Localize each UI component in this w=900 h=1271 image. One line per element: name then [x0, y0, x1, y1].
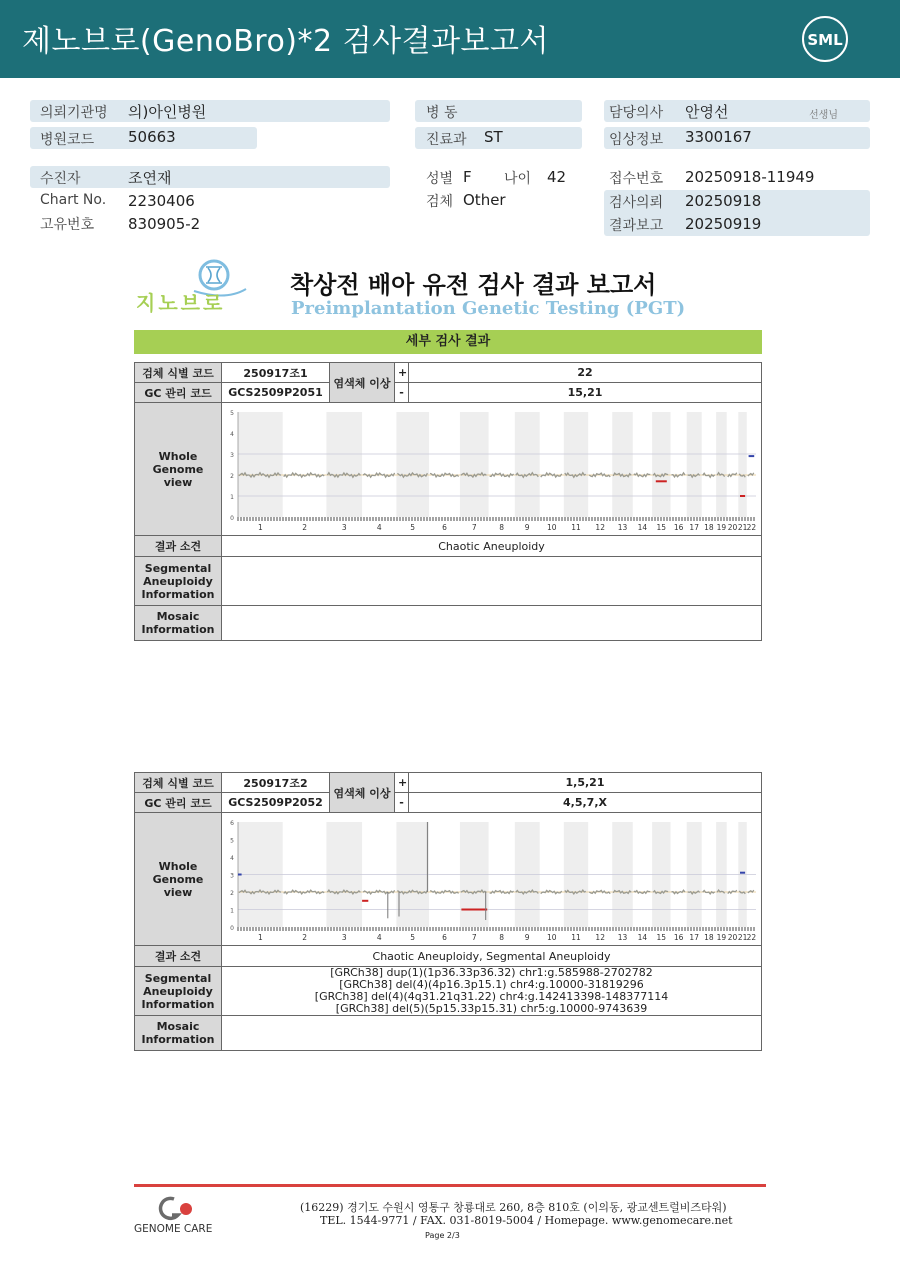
examinee-label: 수진자: [40, 171, 81, 187]
chromosome-label: 6: [442, 932, 447, 942]
segmental-line: [GRCh38] del(5)(5p15.33p15.31) chr5:g.10000-9743639: [335, 1002, 648, 1015]
chrom-abnormal-label: 염색체 이상: [330, 363, 395, 403]
result-label: 결과 소견: [135, 946, 222, 967]
chrom-abnormal-label: 염색체 이상: [330, 773, 395, 813]
footer-contact: TEL. 1544-9771 / FAX. 031-8019-5004 / Homepage. www.genomecare.net: [320, 1214, 733, 1227]
request-date-label: 검사의뢰: [609, 195, 664, 211]
footer-divider: [134, 1184, 766, 1187]
chromosome-label: 15: [656, 522, 667, 532]
chromosome-label: 20: [727, 932, 738, 942]
hospital-code-label: 병원코드: [40, 132, 95, 148]
institution-value: 의)아인병원: [128, 103, 207, 121]
chromosome-band: [326, 412, 362, 517]
chromosome-label: 3: [341, 522, 347, 532]
chromosome-label: 9: [524, 932, 530, 942]
request-date-value: 20250918: [685, 192, 762, 210]
doctor-value: 안영선: [685, 103, 729, 121]
chromosome-label: 6: [442, 522, 447, 532]
chromosome-label: 11: [571, 522, 581, 532]
chromosome-band: [396, 412, 429, 517]
chromosome-label: 1: [258, 522, 263, 532]
specimen-value: Other: [463, 191, 506, 209]
report-title: 착상전 배아 유전 검사 결과 보고서: [290, 271, 657, 299]
chromosome-label: 12: [595, 932, 605, 942]
header-bar: [0, 0, 900, 78]
segmental-value: [222, 967, 762, 1016]
hospital-code-value: 50663: [128, 128, 176, 146]
gc-code-label: GC 관리 코드: [135, 383, 222, 403]
y-tick-label: 1: [230, 493, 234, 501]
report-subtitle: Preimplantation Genetic Testing (PGT): [291, 298, 686, 319]
section-title: 세부 검사 결과: [134, 330, 762, 354]
page-number: Page 2/3: [425, 1231, 460, 1240]
gain-sign: +: [395, 773, 409, 793]
department-value: ST: [484, 128, 503, 146]
chromosome-label: 15: [656, 932, 667, 942]
chromosome-label: 7: [471, 932, 477, 942]
age-label: 나이: [504, 171, 532, 187]
result-value: Chaotic Aneuploidy, Segmental Aneuploidy: [222, 946, 762, 967]
y-tick-label: 5: [230, 837, 234, 844]
chromosome-band: [716, 412, 727, 517]
specimen-label: 검체: [426, 194, 454, 210]
y-tick-label: 1: [230, 907, 234, 914]
segmental-line: [GRCh38] del(4)(4p16.3p15.1) chr4:g.10000-31819296: [339, 978, 644, 991]
y-tick-label: 3: [230, 872, 234, 879]
chromosome-label: 8: [499, 932, 505, 942]
mosaic-label: Mosaic Information: [135, 606, 222, 641]
sample-2-table: [134, 772, 762, 1051]
chromosome-label: 18: [704, 522, 714, 532]
chromosome-label: 19: [716, 932, 727, 942]
chromosome-label: 16: [673, 932, 684, 942]
chromosome-label: 11: [571, 932, 581, 942]
chromosome-band: [460, 412, 489, 517]
sample-1-table: [134, 362, 762, 641]
chromosome-label: 13: [617, 932, 628, 942]
segmental-label: Segmental Aneuploidy Information: [135, 557, 222, 606]
segmental-value: [222, 557, 762, 606]
sex-value: F: [463, 168, 472, 186]
report-date-label: 결과보고: [609, 218, 664, 234]
gain-chromosomes: 22: [409, 363, 762, 383]
chromosome-label: 2: [302, 522, 307, 532]
chromosome-label: 13: [617, 522, 628, 532]
chart-no-label: Chart No.: [40, 192, 107, 208]
gc-code-label: GC 관리 코드: [135, 793, 222, 813]
unique-no-label: 고유번호: [40, 217, 95, 233]
chromosome-label: 5: [410, 522, 416, 532]
chromosome-band: [738, 412, 747, 517]
chromosome-label: 21: [737, 932, 748, 942]
genobro-logo-text: 지노브로: [136, 291, 226, 315]
chromosome-label: 7: [471, 522, 477, 532]
genobro-logo: [134, 255, 250, 317]
loss-sign: -: [395, 383, 409, 403]
sml-logo-text: SML: [807, 31, 843, 49]
chromosome-band: [687, 412, 702, 517]
result-label: 결과 소견: [135, 536, 222, 557]
department-label: 진료과: [426, 132, 467, 148]
chromosome-label: 18: [704, 932, 714, 942]
mosaic-value: [222, 606, 762, 641]
chromosome-label: 4: [376, 522, 382, 532]
y-tick-label: 4: [230, 854, 234, 862]
genome-plot: [222, 814, 760, 945]
genome-plot: [222, 404, 760, 535]
clinical-info-value: 3300167: [685, 128, 752, 146]
sample-id-label: 검체 식별 코드: [135, 773, 222, 793]
chromosome-band: [564, 412, 588, 517]
chromosome-band: [515, 412, 540, 517]
chromosome-label: 9: [524, 522, 530, 532]
y-tick-label: 5: [230, 409, 234, 417]
page-title: 제노브로(GenoBro)*2 검사결과보고서: [22, 24, 549, 59]
chromosome-label: 20: [727, 522, 738, 532]
mosaic-value: [222, 1016, 762, 1051]
examinee-chip: [30, 166, 390, 188]
y-tick-label: 4: [230, 430, 234, 438]
chromosome-band: [652, 412, 670, 517]
chromosome-label: 21: [737, 522, 748, 532]
chromosome-label: 12: [595, 522, 605, 532]
receipt-no-value: 20250918-11949: [685, 168, 815, 186]
y-tick-label: 0: [230, 924, 234, 932]
chromosome-band: [238, 412, 283, 517]
sml-logo-icon: [800, 14, 850, 64]
y-tick-label: 3: [230, 451, 234, 459]
chromosome-band: [612, 412, 633, 517]
doctor-suffix: 선생님: [809, 110, 838, 121]
age-value: 42: [547, 168, 567, 186]
clinical-info-label: 임상정보: [609, 132, 664, 148]
chromosome-label: 4: [376, 932, 382, 942]
receipt-no-label: 접수번호: [609, 171, 664, 187]
result-value: Chaotic Aneuploidy: [222, 536, 762, 557]
chromosome-label: 1: [258, 932, 263, 942]
chromosome-label: 8: [499, 522, 505, 532]
chromosome-label: 22: [746, 522, 757, 532]
ward-label: 병 동: [426, 105, 458, 121]
genome-care-logo: [134, 1195, 226, 1237]
report-date-value: 20250919: [685, 215, 762, 233]
y-tick-label: 2: [230, 889, 234, 897]
chromosome-label: 14: [637, 522, 648, 532]
chromosome-label: 10: [547, 522, 557, 532]
gc-code-value: GCS2509P2052: [222, 793, 330, 813]
doctor-label: 담당의사: [609, 105, 664, 121]
loss-sign: -: [395, 793, 409, 813]
segmental-line: [GRCh38] dup(1)(1p36.33p36.32) chr1:g.585988-2702782: [330, 966, 653, 979]
sample-id-label: 검체 식별 코드: [135, 363, 222, 383]
genome-care-text: GENOME CARE: [134, 1223, 213, 1235]
segmental-label: Segmental Aneuploidy Information: [135, 967, 222, 1016]
gc-code-value: GCS2509P2051: [222, 383, 330, 403]
loss-chromosomes: 4,5,7,X: [409, 793, 762, 813]
y-tick-label: 6: [230, 819, 234, 827]
segmental-line: [GRCh38] del(4)(4q31.21q31.22) chr4:g.142413398-148377114: [314, 990, 669, 1003]
chromosome-label: 5: [410, 932, 416, 942]
gain-chromosomes: 1,5,21: [409, 773, 762, 793]
chart-no-value: 2230406: [128, 192, 195, 210]
loss-chromosomes: 15,21: [409, 383, 762, 403]
chromosome-label: 17: [689, 932, 699, 942]
y-tick-label: 2: [230, 472, 234, 480]
whole-genome-cell: [222, 813, 762, 946]
mosaic-label: Mosaic Information: [135, 1016, 222, 1051]
institution-label: 의뢰기관명: [40, 105, 108, 121]
chromosome-label: 10: [547, 932, 557, 942]
chromosome-label: 22: [746, 932, 757, 942]
sample-id-value: 250917조1: [222, 363, 330, 383]
gain-sign: +: [395, 363, 409, 383]
sample-id-value: 250917조2: [222, 773, 330, 793]
examinee-value: 조연재: [128, 169, 172, 187]
chromosome-label: 2: [302, 932, 307, 942]
whole-genome-label: Whole Genome view: [135, 403, 222, 536]
chromosome-label: 14: [637, 932, 648, 942]
chromosome-label: 17: [689, 522, 699, 532]
sex-label: 성별: [426, 171, 454, 187]
chromosome-label: 3: [341, 932, 347, 942]
chromosome-label: 19: [716, 522, 727, 532]
whole-genome-cell: [222, 403, 762, 536]
y-tick-label: 0: [230, 514, 234, 522]
whole-genome-label: Whole Genome view: [135, 813, 222, 946]
footer-address: (16229) 경기도 수원시 영통구 창룡대로 260, 8층 810호 (이의동, 광교센트럴비즈타워): [300, 1201, 727, 1214]
chromosome-label: 16: [673, 522, 684, 532]
unique-no-value: 830905-2: [128, 215, 201, 233]
